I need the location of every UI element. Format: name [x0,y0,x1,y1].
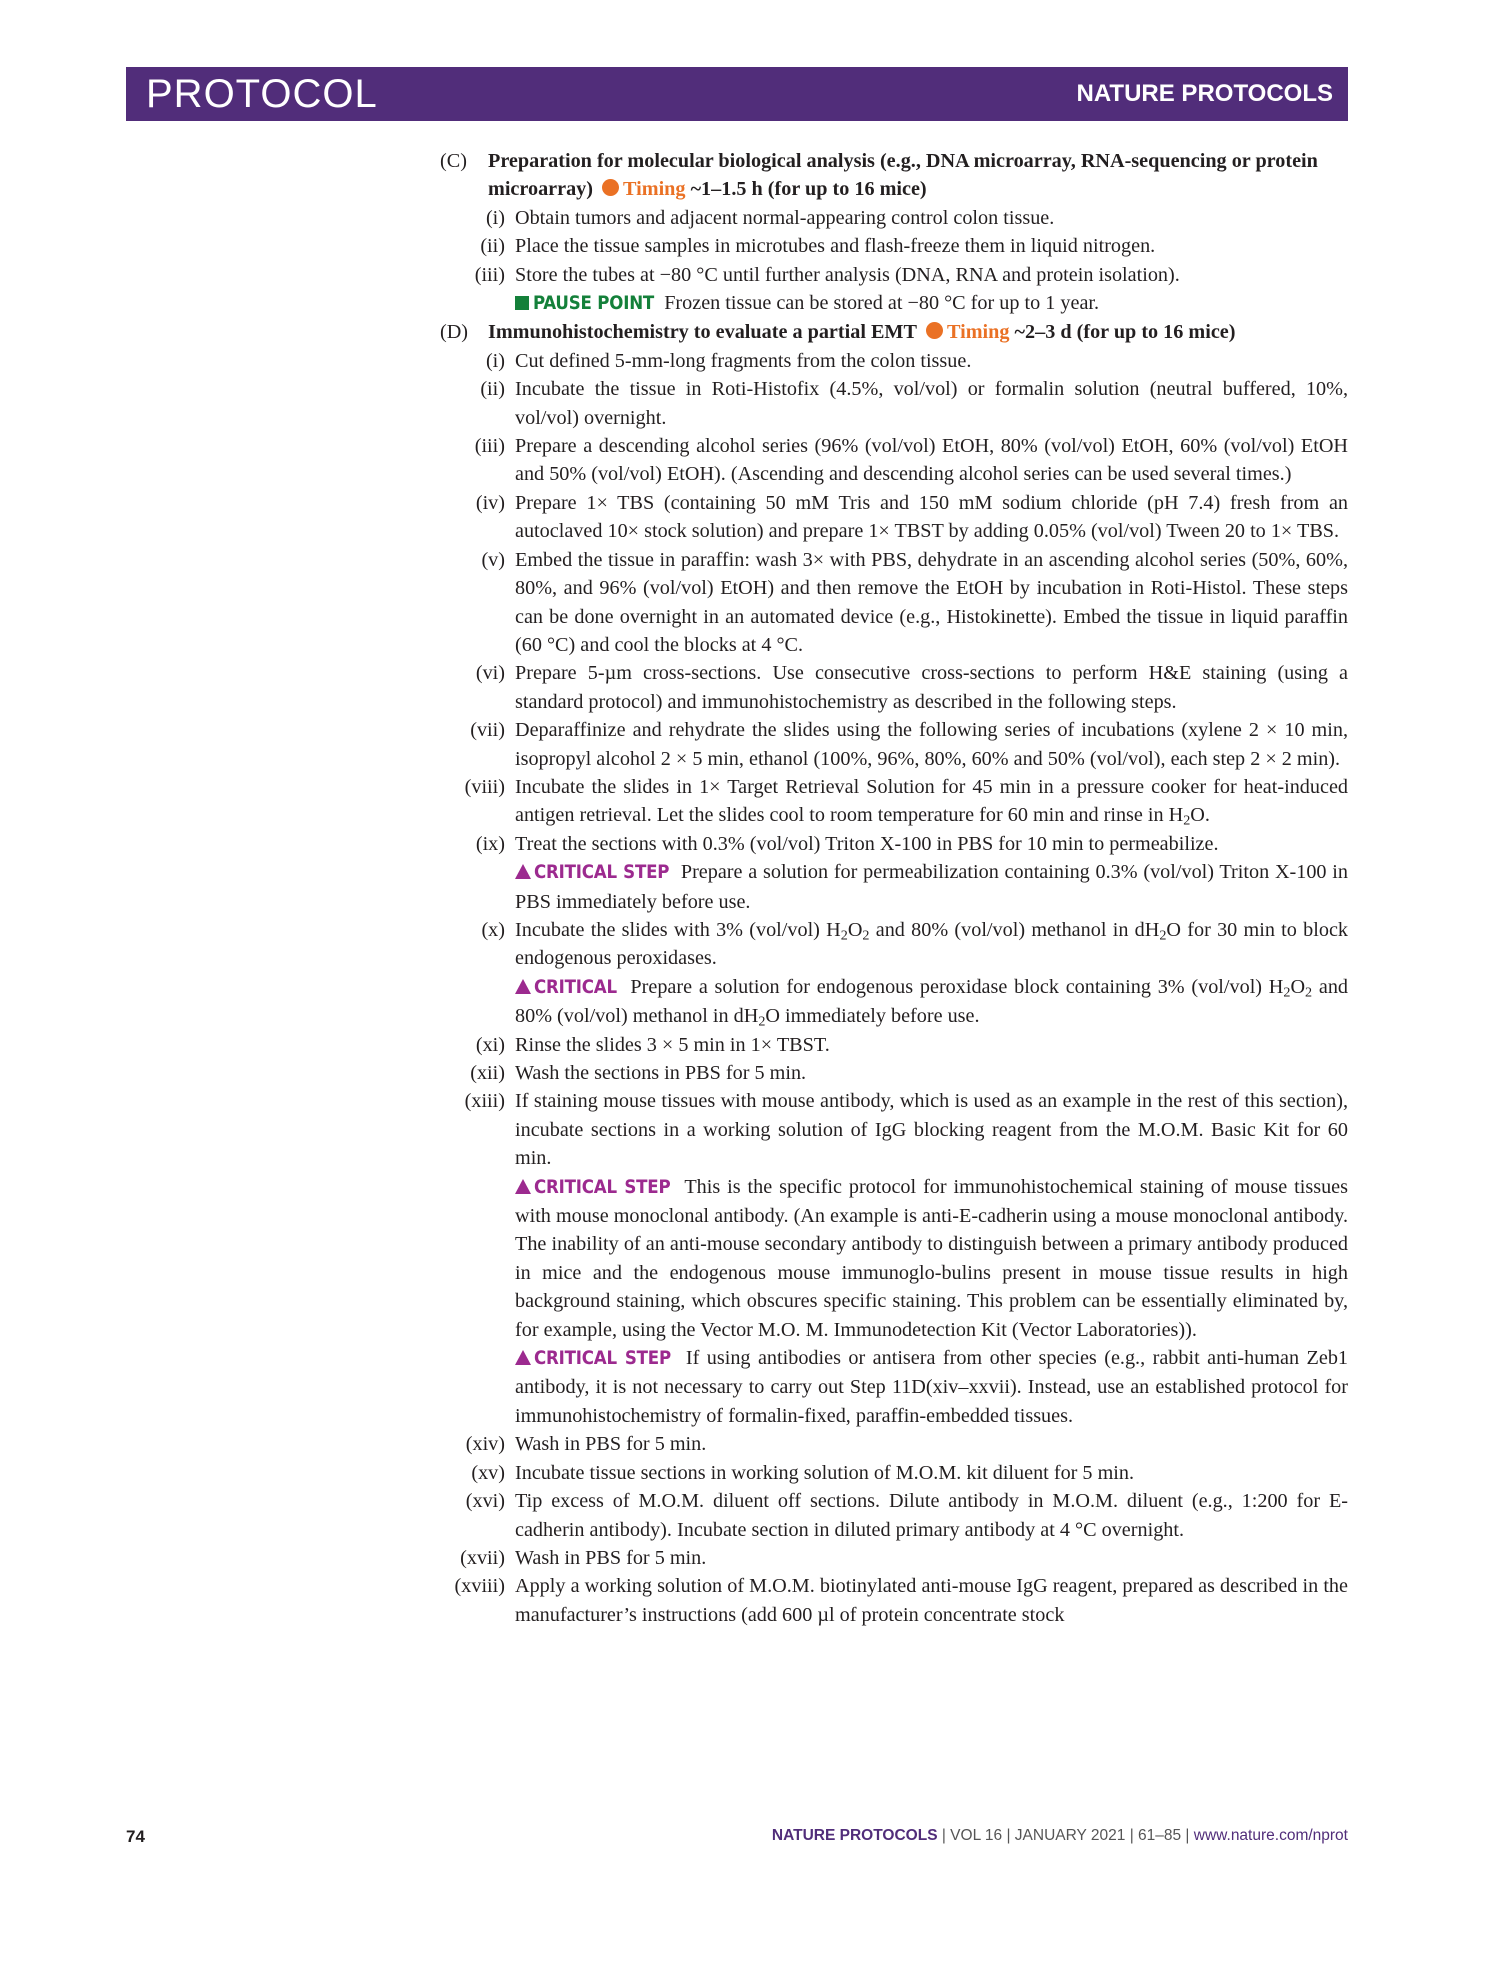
step-text: Rinse the slides 3 × 5 min in 1× TBST. [515,1033,830,1056]
subscript: 2 [1159,927,1167,944]
critical-step-label: CRITICAL STEP [534,1348,671,1370]
step [440,1430,1348,1458]
footer-citation [772,1827,1348,1845]
step-number: (ii) [480,378,505,401]
step-number: (i) [485,349,505,372]
step-text: and 80% (vol/vol) methanol in dH [869,918,1160,941]
step-number: (xiv) [465,1433,505,1456]
step-text: O for 30 min to block endogenous peroxidases. [515,918,1349,970]
step [440,1487,1348,1544]
step-text: Incubate tissue sections in working solution of M.O.M. kit diluent for 5 min. [515,1461,1135,1484]
step-number: (xvi) [465,1490,505,1513]
step [440,432,1348,489]
step-number: (iii) [474,435,505,458]
step-text: Incubate the slides with 3% (vol/vol) H [515,918,841,941]
section-d-label: (D) [440,321,469,344]
timing-clock-icon [926,322,943,339]
critical-label: CRITICAL [534,976,617,998]
pause-point-note [515,289,1348,318]
page-footer [126,1827,1348,1851]
step [440,659,1348,716]
step [440,716,1348,773]
footer-volume-info: | VOL 16 | JANUARY 2021 | 61–85 | [937,1827,1194,1844]
pause-square-icon [515,296,529,310]
pause-point-text: Frozen tissue can be stored at −80 °C for up to 1 year. [664,292,1100,315]
step-number: (ii) [480,235,505,258]
footer-url-link[interactable]: www.nature.com/nprot [1193,1827,1348,1844]
step-text: Incubate the slides in 1× Target Retrieval Solution for 45 min in a pressure cooker for heat-induced antigen retrieval. Let the slides cool to room temperature for 60 min and rinse in H [515,775,1348,827]
step-number: (xiii) [464,1090,505,1113]
section-d-title: Immunohistochemistry to evaluate a partial EMT [488,321,917,344]
step-text: O [847,918,863,941]
timing-label: Timing [947,321,1010,344]
footer-journal-name: NATURE PROTOCOLS [771,1827,938,1844]
step [440,204,1348,232]
timing-clock-icon [602,179,619,196]
critical-text: and 80% (vol/vol) methanol in dH [515,975,1349,1028]
critical-text: Prepare a solution for endogenous peroxidase block containing 3% (vol/vol) H [630,975,1284,998]
critical-text: O immediately before use. [765,1005,980,1028]
step-text: Cut defined 5-mm-long fragments from the colon tissue. [515,349,972,372]
step-number: (iv) [475,491,505,514]
step-text: Obtain tumors and adjacent normal-appearing control colon tissue. [515,206,1055,229]
section-c-label: (C) [440,150,467,172]
critical-step-note [515,1344,1348,1430]
step [440,1031,1348,1059]
section-d-heading [440,318,1348,346]
step [440,1459,1348,1487]
critical-step-text: If using antibodies or antisera from other species (e.g., rabbit anti-human Zeb1 antibody, it is not necessary to carry out Step 11D(xiv–xxvii). Instead, use an established protocol for immunohistochemistry of formalin-fixed, paraffin-embedded tissues. [515,1347,1349,1427]
journal-name-header: NATURE PROTOCOLS [1076,80,1333,107]
critical-triangle-icon [515,979,531,994]
step [440,773,1348,830]
page-number: 74 [126,1827,145,1846]
step-number: (xvii) [460,1546,505,1569]
step-text: Apply a working solution of M.O.M. biotinylated anti-mouse IgG reagent, prepared as described in the manufacturer’s instructions (add 600 µl of protein concentrate stock [515,1575,1348,1626]
step-number: (xi) [475,1033,505,1056]
pause-point-label: PAUSE POINT [533,293,655,315]
subscript: 2 [1305,984,1313,1001]
step [440,375,1348,432]
step-text: Wash in PBS for 5 min. [515,1433,707,1456]
step-text: Incubate the tissue in Roti-Histofix (4.5%, vol/vol) or formalin solution (neutral buffered, 10%, vol/vol) overnight. [515,378,1348,429]
step [440,1087,1348,1172]
step [440,232,1348,260]
critical-triangle-icon [515,1350,531,1365]
step-text: Prepare a descending alcohol series (96% (vol/vol) EtOH, 80% (vol/vol) EtOH, 60% (vol/vol) EtOH and 50% (vol/vol) EtOH). (Ascending and descending alcohol series can be used several times.) [515,435,1348,486]
step-number: (xv) [471,1461,505,1484]
step-number: (vii) [470,719,505,742]
critical-step-label: CRITICAL STEP [534,862,670,884]
step [440,830,1348,858]
step-number: (ix) [475,832,505,855]
step-text: Embed the tissue in paraffin: wash 3× with PBS, dehydrate in an ascending alcohol series (50%, 60%, 80%, and 96% (vol/vol) EtOH) and then remove the EtOH by incubation in Roti-Histol. These steps can be done overnight in an automated device (e.g., Histokinette). Embed the tissue in liquid paraffin (60 °C) and cool the blocks at 4 °C. [515,548,1348,656]
step-text: Prepare 5-µm cross-sections. Use consecutive cross-sections to perform H&E staining (using a standard protocol) and immunohistochemistry as described in the following steps. [515,662,1348,713]
step-text: Treat the sections with 0.3% (vol/vol) Triton X-100 in PBS for 10 min to permeabilize. [515,832,1219,855]
critical-note [515,973,1348,1031]
step-text: Wash the sections in PBS for 5 min. [515,1062,807,1084]
step-text: O. [1190,804,1210,827]
critical-step-note [515,858,1348,916]
section-c-heading [440,147,1348,204]
subscript: 2 [1183,812,1191,829]
step [440,347,1348,375]
critical-triangle-icon [515,864,531,879]
step-text: Deparaffinize and rehydrate the slides using the following series of incubations (xylene 2 × 10 min, isopropyl alcohol 2 × 5 min, ethanol (100%, 96%, 80%, 60% and 50% (vol/vol), each step 2 × 2 min). [515,719,1348,770]
section-type-label: PROTOCOL [146,72,378,116]
main-content [440,147,1348,1629]
step-number: (i) [485,206,505,229]
step-text: Tip excess of M.O.M. diluent off sections. Dilute antibody in M.O.M. diluent (e.g., 1:200 for E-cadherin antibody). Incubate section in diluted primary antibody at 4 °C overnight. [515,1490,1348,1541]
step-number: (xii) [470,1062,505,1084]
critical-triangle-icon [515,1179,531,1194]
subscript: 2 [758,1013,766,1030]
step [440,489,1348,546]
step-text: If staining mouse tissues with mouse antibody, which is used as an example in the rest of this section), incubate sections in a working solution of IgG blocking reagent from the M.O.M. Basic Kit for 60 min. [515,1090,1348,1170]
critical-step-note [515,1173,1348,1344]
step-text: Prepare 1× TBS (containing 50 mM Tris and 150 mM sodium chloride (pH 7.4) fresh from an autoclaved 10× stock solution) and prepare 1× TBST by adding 0.05% (vol/vol) Tween 20 to 1× TBS. [515,491,1348,543]
subscript: 2 [1283,984,1291,1001]
timing-value: ~1–1.5 h (for up to 16 mice) [690,178,927,201]
timing-value: ~2–3 d (for up to 16 mice) [1014,321,1236,344]
subscript: 2 [840,927,848,944]
step-number: (iii) [474,263,505,286]
step-text: Wash in PBS for 5 min. [515,1546,707,1569]
step-number: (v) [481,548,505,571]
step-text: Store the tubes at −80 °C until further analysis (DNA, RNA and protein isolation). [515,263,1180,286]
step [440,1572,1348,1629]
critical-step-label: CRITICAL STEP [534,1176,671,1198]
page-header [126,67,1348,121]
critical-step-text: This is the specific protocol for immunohistochemical staining of mouse tissues with mouse monoclonal antibody. (An example is anti-E-cadherin using a mouse monoclonal antibody. The inability of an anti-mouse secondary antibody to distinguish between a primary antibody produced in mice and the endogenous mouse immunoglo-bulins present in mouse tissue results in high background staining, which obscures specific staining. This problem can be essentially eliminated by, for example, using the Vector M.O. M. Immunodetection Kit (Vector Laboratories)). [515,1175,1348,1341]
critical-text: O [1290,975,1306,998]
step [440,916,1348,973]
critical-step-text: Prepare a solution for permeabilization containing 0.3% (vol/vol) Triton X-100 in PBS immediately before use. [515,861,1349,913]
step [440,261,1348,289]
step [440,1544,1348,1572]
step-number: (vi) [475,662,505,685]
step [440,546,1348,660]
section-c-title: Preparation for molecular biological analysis (e.g., DNA microarray, RNA-sequencing or protein microarray) [488,150,1318,201]
step-number: (xviii) [454,1575,505,1598]
step-number: (viii) [464,775,505,798]
step-number: (x) [481,918,505,941]
step-text: Place the tissue samples in microtubes and flash-freeze them in liquid nitrogen. [515,235,1156,258]
step [440,1059,1348,1087]
timing-label: Timing [623,178,686,201]
subscript: 2 [862,927,870,944]
